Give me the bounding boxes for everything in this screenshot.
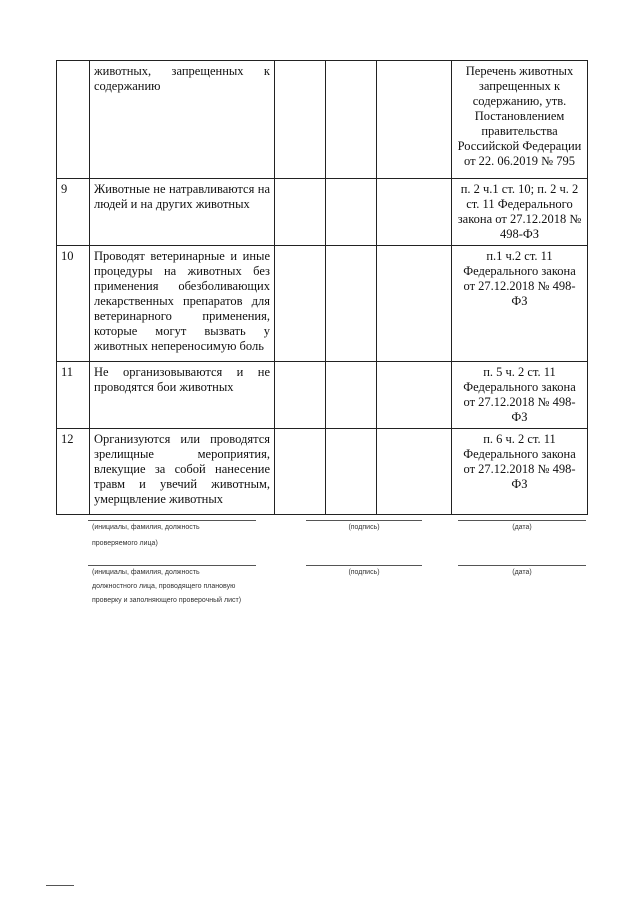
answer-cell — [275, 429, 326, 515]
requirement-cell: Животные не натравливаются на людей и на других животных — [90, 179, 275, 246]
date-line — [458, 565, 586, 566]
table-row — [57, 246, 588, 362]
answer-cell — [377, 362, 452, 429]
answer-cell — [326, 429, 377, 515]
date-caption: (дата) — [512, 524, 532, 531]
answer-cell — [275, 246, 326, 362]
table-row — [57, 61, 588, 179]
footnote-divider — [46, 885, 74, 886]
answer-cell — [326, 246, 377, 362]
table-row — [57, 179, 588, 246]
answer-cell — [275, 61, 326, 179]
name-line — [88, 565, 256, 566]
row-number: 12 — [57, 429, 90, 515]
answer-cell — [377, 179, 452, 246]
table-row — [57, 362, 588, 429]
answer-cell — [326, 362, 377, 429]
row-number: 9 — [57, 179, 90, 246]
requirement-cell: Проводят ветеринарные и иные процедуры на животных без применения обезболивающих лекарственных препаратов для ветеринарного применения, которые могут вызвать у животных непереносимую боль — [90, 246, 275, 362]
row-number: 11 — [57, 362, 90, 429]
answer-cell — [275, 362, 326, 429]
answer-cell — [326, 179, 377, 246]
answer-cell — [377, 246, 452, 362]
requirement-cell: Не организовываются и не проводятся бои животных — [90, 362, 275, 429]
reference-cell: Перечень животных запрещенных к содержанию, утв. Постановлением правительства Российской Федерации от 22. 06.2019 № 795 — [452, 61, 588, 179]
reference-cell: п. 5 ч. 2 ст. 11 Федерального закона от 27.12.2018 № 498-ФЗ — [452, 362, 588, 429]
name-line — [88, 520, 256, 521]
answer-cell — [377, 61, 452, 179]
name-caption-continued: проверку и заполняющего проверочный лист) — [92, 597, 242, 604]
date-line — [458, 520, 586, 521]
name-caption: (инициалы, фамилия, должность — [92, 524, 200, 531]
name-caption-continued: должностного лица, проводящего плановую — [92, 583, 236, 590]
reference-cell: п. 2 ч.1 ст. 10; п. 2 ч. 2 ст. 11 Федерального закона от 27.12.2018 № 498-ФЗ — [452, 179, 588, 246]
name-caption-continued: проверяемого лица) — [92, 540, 158, 547]
reference-cell: п. 6 ч. 2 ст. 11 Федерального закона от 27.12.2018 № 498-ФЗ — [452, 429, 588, 515]
answer-cell — [377, 429, 452, 515]
signature-caption: (подпись) — [348, 569, 380, 576]
reference-cell: п.1 ч.2 ст. 11 Федерального закона от 27.12.2018 № 498-ФЗ — [452, 246, 588, 362]
row-number — [57, 61, 90, 179]
checklist-table — [56, 60, 588, 515]
signature-line — [306, 520, 422, 521]
requirement-cell: животных, запрещенных к содержанию — [90, 61, 275, 179]
date-caption: (дата) — [512, 569, 532, 576]
signature-line — [306, 565, 422, 566]
answer-cell — [326, 61, 377, 179]
row-number: 10 — [57, 246, 90, 362]
name-caption: (инициалы, фамилия, должность — [92, 569, 200, 576]
answer-cell — [275, 179, 326, 246]
signature-caption: (подпись) — [348, 524, 380, 531]
table-row — [57, 429, 588, 515]
requirement-cell: Организуются или проводятся зрелищные мероприятия, влекущие за собой нанесение травм и увечий животным, умерщвление животных — [90, 429, 275, 515]
